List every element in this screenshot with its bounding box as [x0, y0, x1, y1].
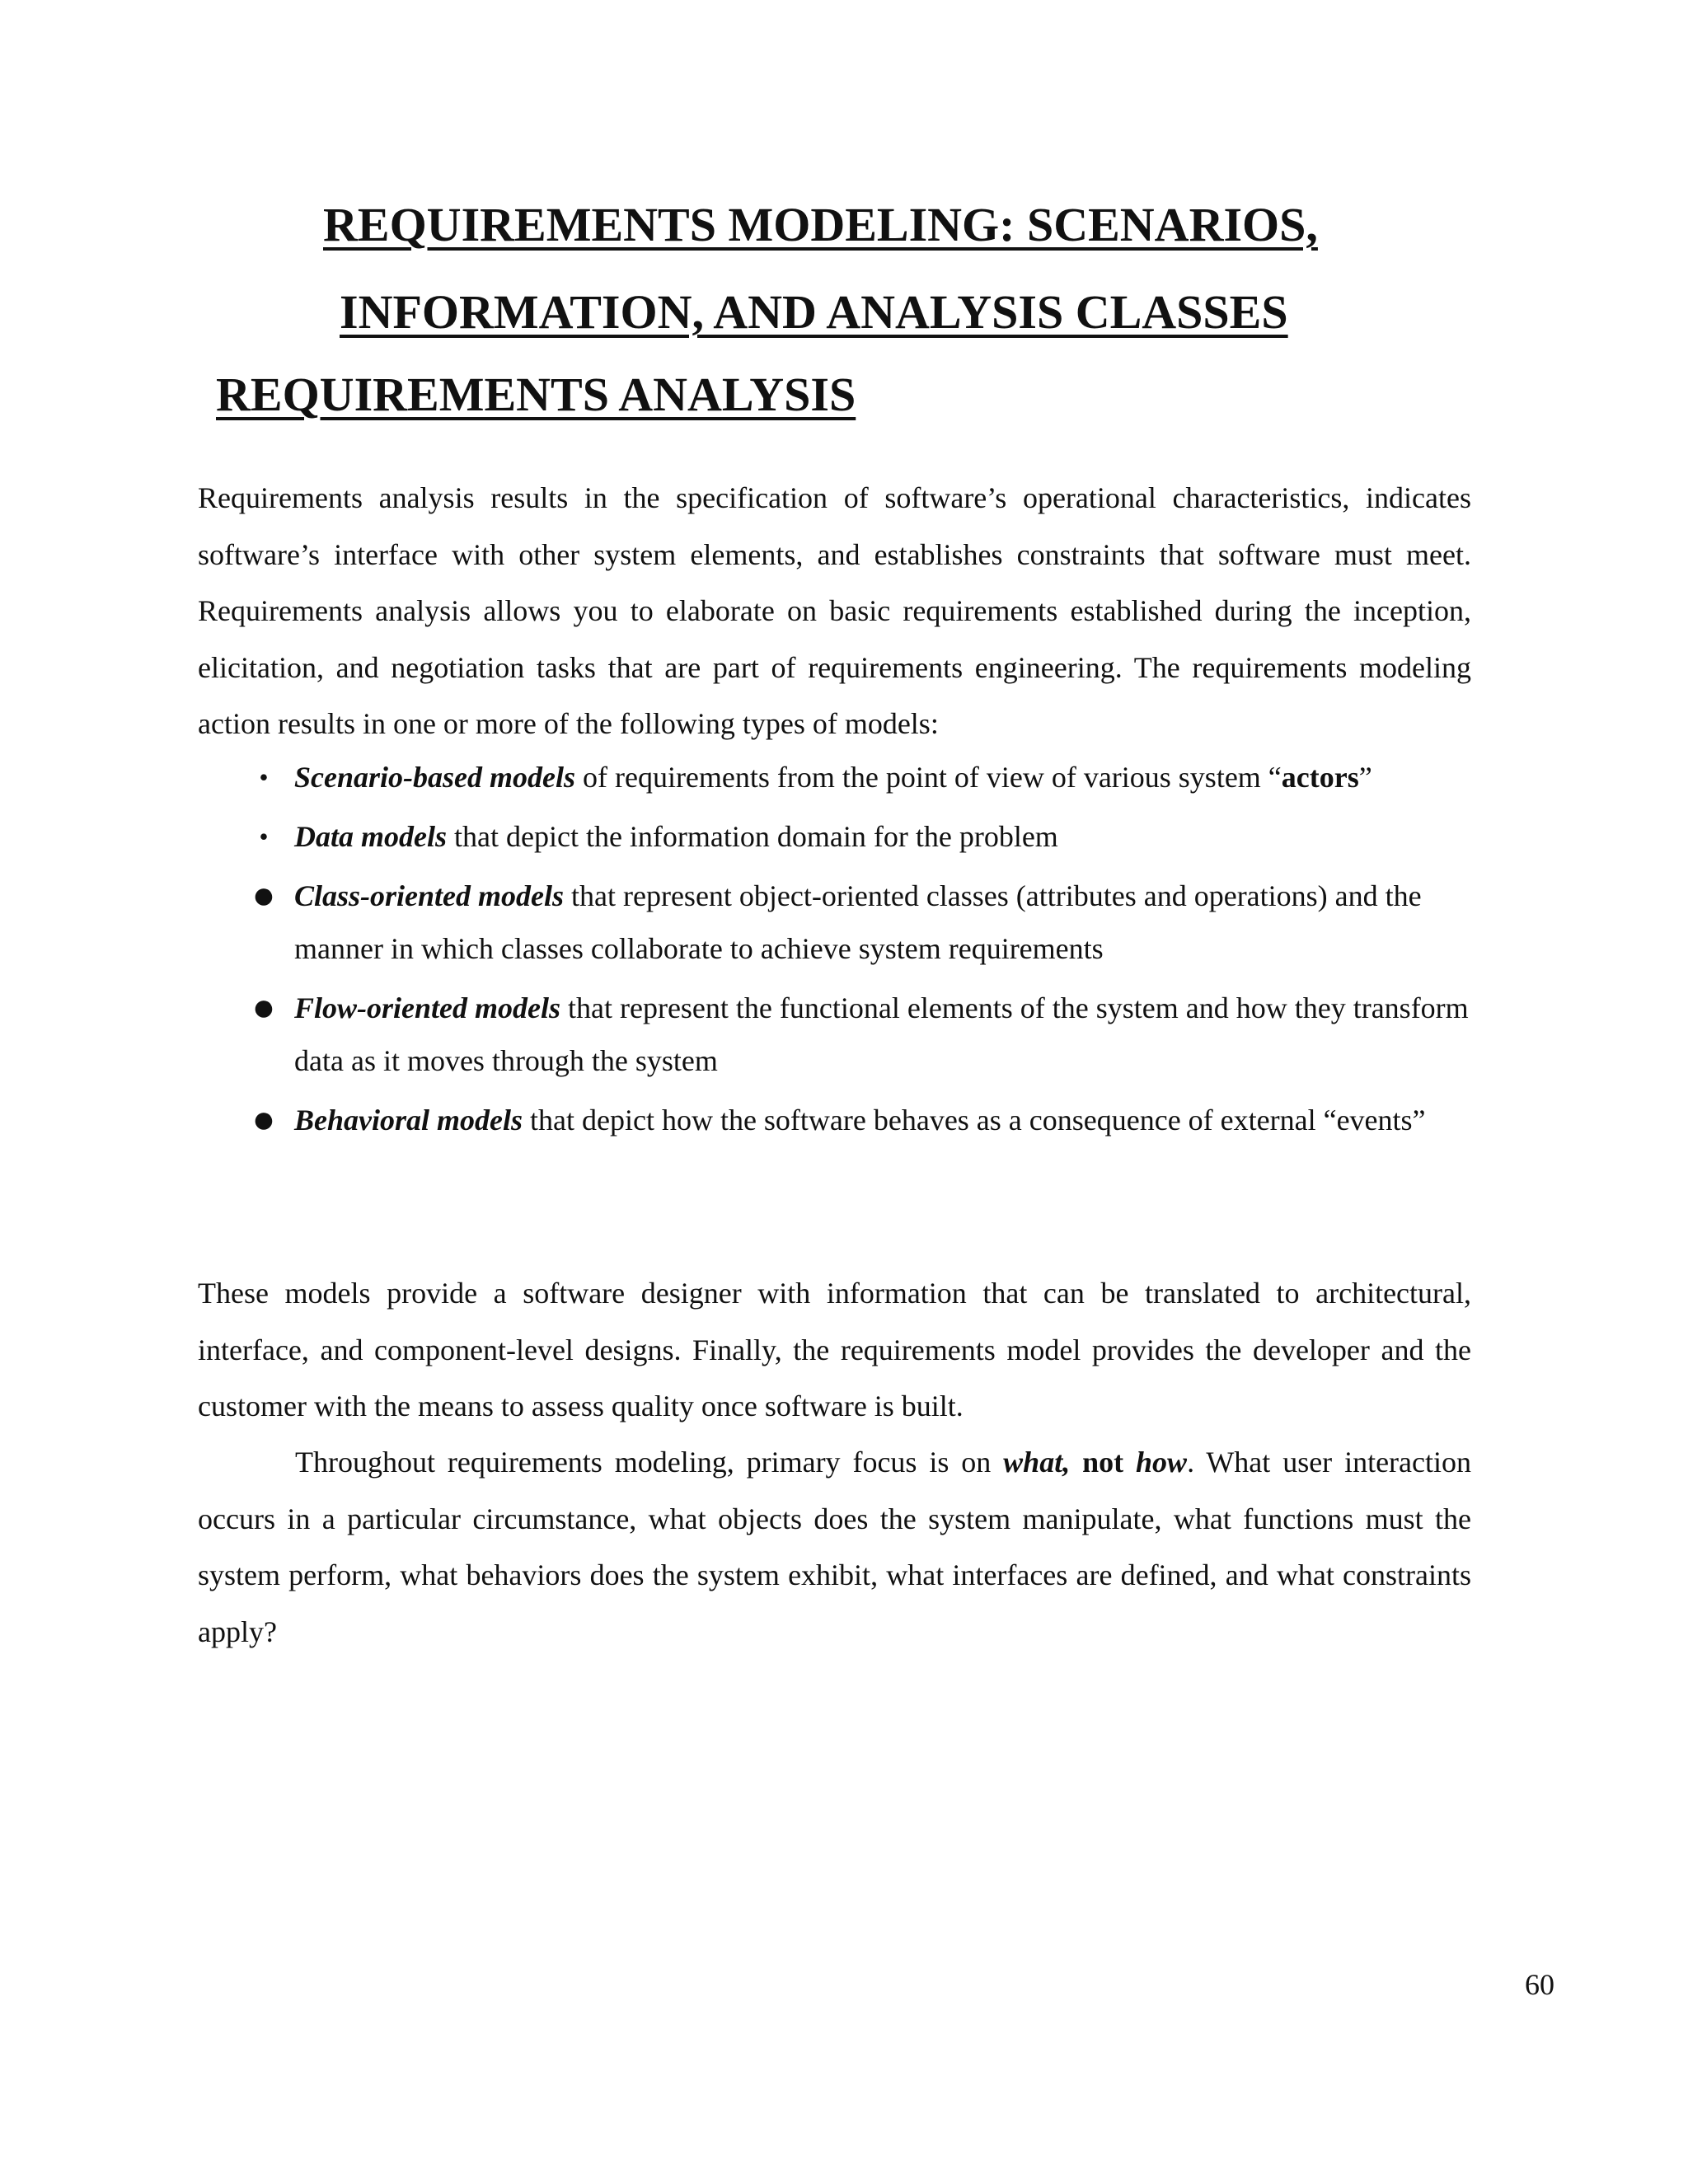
term-flow-oriented-models: Flow-oriented models	[294, 991, 560, 1024]
bullet-icon: ●	[251, 1098, 276, 1141]
list-item-text: that depict how the software behaves as a consequence of external “events”	[523, 1104, 1426, 1137]
paragraph-lead: Throughout requirements modeling, primary focus is on	[295, 1446, 1004, 1479]
chapter-title-line-1: REQUIREMENTS MODELING: SCENARIOS,	[323, 198, 1318, 251]
page-number: 60	[1525, 1968, 1554, 2001]
term-behavioral-models: Behavioral models	[294, 1104, 523, 1137]
bullet-icon: •	[259, 822, 269, 851]
bullet-icon: •	[259, 762, 269, 792]
list-item-scenario-models	[198, 751, 1471, 804]
paragraph-rest: . What user interaction occurs in a particular circumstance, what objects does the system manipulate, what functions must the system perform, what behaviors does the system exhibit, what interfaces are defined, and what constraints apply?	[198, 1446, 1472, 1648]
term-actors: actors	[1281, 761, 1359, 794]
closing-quote: ”	[1358, 761, 1372, 794]
list-item-behavioral-models	[198, 1094, 1471, 1146]
list-item-flow-models	[198, 982, 1471, 1087]
emphasis-what: what,	[1003, 1446, 1071, 1479]
section-heading: REQUIREMENTS ANALYSIS	[216, 368, 856, 421]
list-item-text: that represent object-oriented classes (attributes and operations) and the manner in which classes collaborate to achieve system requirements	[294, 879, 1422, 965]
list-item-text: that represent the functional elements of the system and how they transform data as it moves through the system	[294, 991, 1469, 1077]
term-data-models: Data models	[294, 820, 447, 853]
intro-paragraph: Requirements analysis results in the specification of software’s operational characteristics, indicates software’s interface with other system elements, and establishes constraints that software must meet. Requirements analysis allows you to elaborate on basic requirements established during the inception, elicitation, and negotiation tasks that are part of requirements engineering. The requirements modeling action results in one or more of the following types of models:	[198, 481, 1471, 740]
term-class-oriented-models: Class-oriented models	[294, 879, 565, 912]
list-item-data-models	[198, 810, 1471, 863]
model-types-list	[198, 751, 1471, 1153]
paragraph-what-not-how	[198, 1434, 1471, 1660]
bullet-icon: ●	[251, 986, 276, 1029]
term-scenario-based-models: Scenario-based models	[294, 761, 575, 794]
emphasis-not: not	[1070, 1446, 1137, 1479]
bullet-icon: ●	[251, 874, 276, 917]
paragraph-models-purpose: These models provide a software designer with information that can be translated to architectural, interface, and component-level designs. Finally, the requirements model provides the developer and the customer with the means to assess quality once software is built.	[198, 1277, 1471, 1422]
emphasis-how: how	[1136, 1446, 1188, 1479]
list-item-class-models	[198, 869, 1471, 975]
chapter-title-line-2: INFORMATION, AND ANALYSIS CLASSES	[340, 285, 1288, 339]
list-item-text: that depict the information domain for the problem	[447, 820, 1058, 853]
list-item-body	[294, 751, 1390, 804]
list-item-text: of requirements from the point of view of various system “	[574, 761, 1282, 794]
